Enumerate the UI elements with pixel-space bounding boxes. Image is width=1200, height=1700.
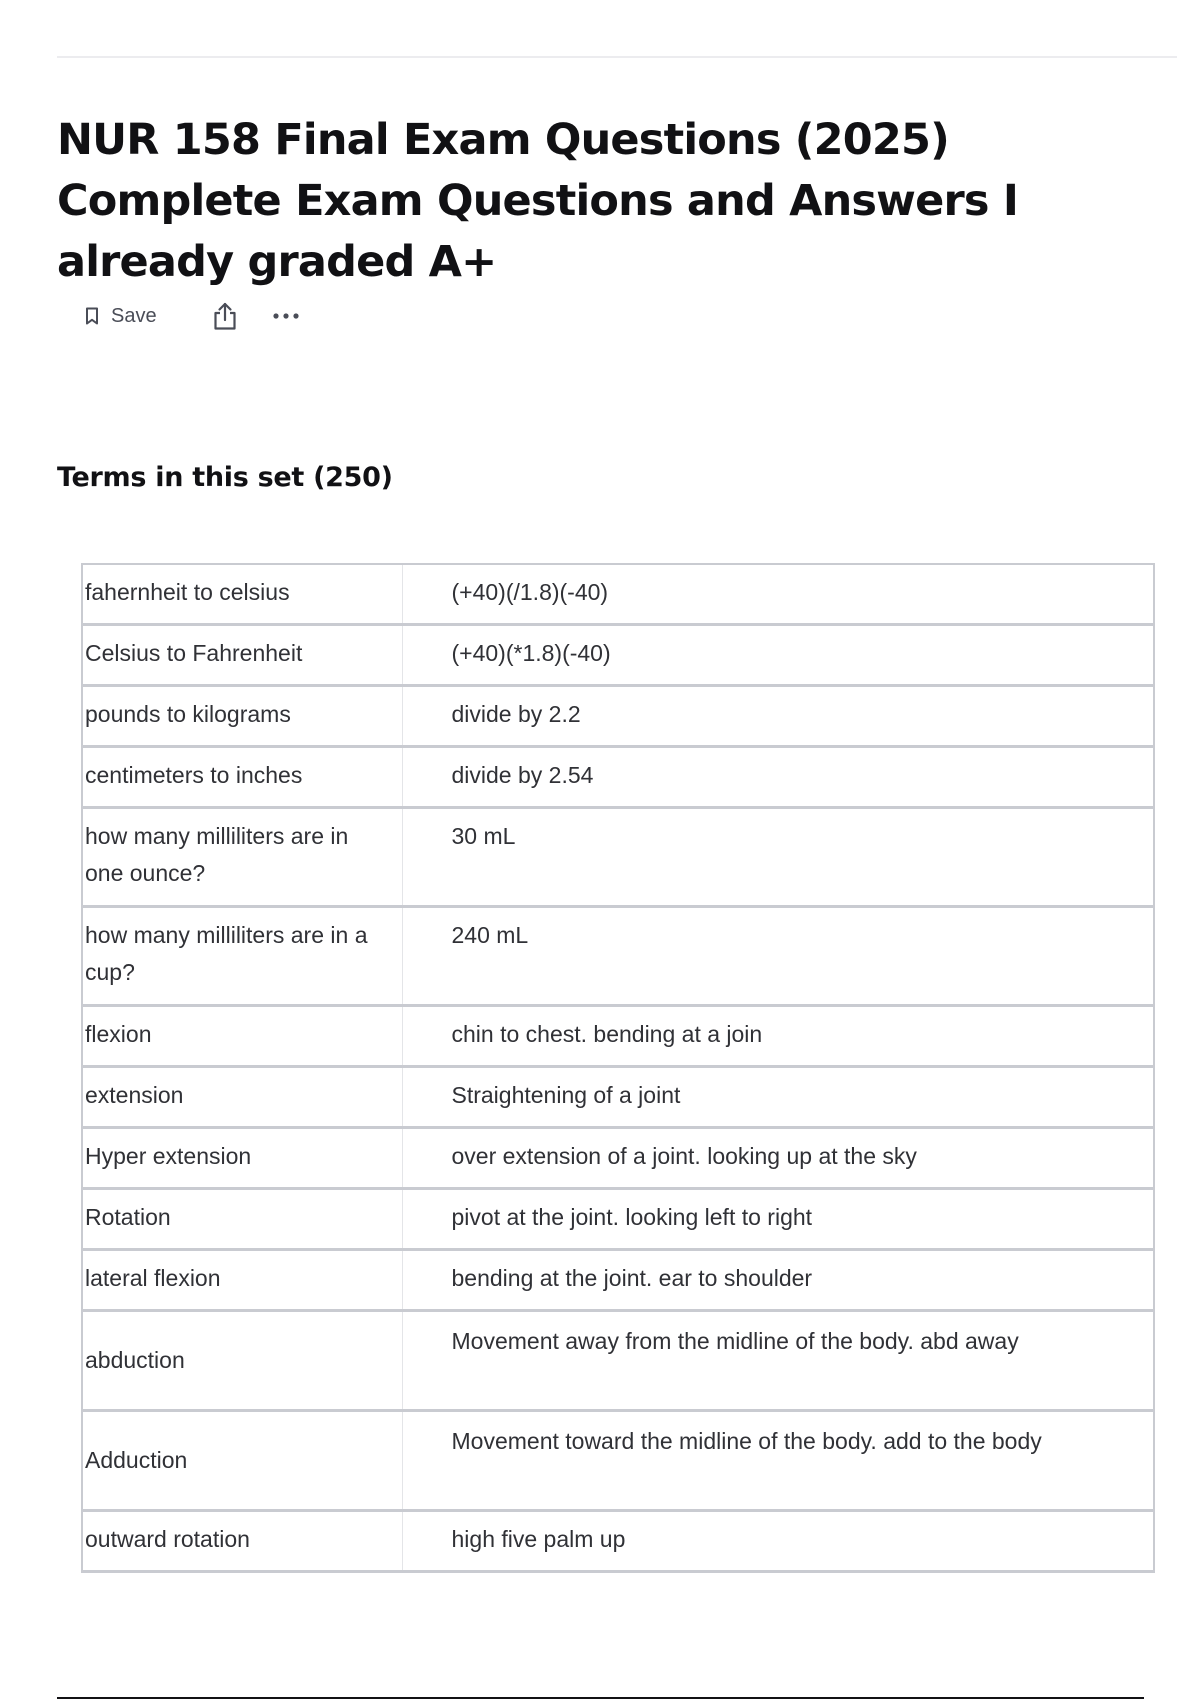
term-cell: lateral flexion (82, 1250, 402, 1311)
definition-cell: divide by 2.54 (451, 762, 594, 788)
definition-cell: bending at the joint. ear to shoulder (451, 1265, 813, 1291)
definition-cell: Movement toward the midline of the body. add to the body (451, 1428, 1042, 1454)
term-cell: how many milliliters are in one ounce? (82, 808, 402, 907)
share-icon (212, 301, 238, 331)
bookmark-icon (85, 307, 99, 325)
definition-cell: (+40)(*1.8)(-40) (451, 640, 611, 666)
term-row (82, 564, 1154, 625)
definition-cell: Straightening of a joint (451, 1082, 681, 1108)
term-row (82, 1189, 1154, 1250)
definition-cell: (+40)(/1.8)(-40) (451, 579, 609, 605)
term-row (82, 1411, 1154, 1511)
term-cell: outward rotation (82, 1511, 402, 1572)
definition-cell: high five palm up (451, 1526, 626, 1552)
top-divider (57, 56, 1177, 58)
page-title: NUR 158 Final Exam Questions (2025) Complete Exam Questions and Answers I already graded A+ (57, 115, 1019, 287)
definition-cell: Movement away from the midline of the body. abd away (451, 1328, 1019, 1354)
term-cell: flexion (82, 1006, 402, 1067)
definition-cell: pivot at the joint. looking left to right (451, 1204, 813, 1230)
terms-heading: Terms in this set (250) (57, 462, 393, 493)
term-row (82, 1128, 1154, 1189)
more-options-button[interactable] (272, 312, 300, 320)
definition-cell: 240 mL (451, 922, 529, 948)
term-cell: Celsius to Fahrenheit (82, 625, 402, 686)
definition-cell: 30 mL (451, 823, 516, 849)
term-cell: Hyper extension (82, 1128, 402, 1189)
more-icon (272, 312, 300, 320)
term-row (82, 686, 1154, 747)
term-row (82, 1006, 1154, 1067)
term-row (82, 1067, 1154, 1128)
term-cell: extension (82, 1067, 402, 1128)
term-row (82, 808, 1154, 907)
terms-table (81, 563, 1155, 1573)
term-row (82, 747, 1154, 808)
term-cell: abduction (82, 1311, 402, 1411)
action-bar (85, 296, 300, 336)
term-cell: pounds to kilograms (82, 686, 402, 747)
term-cell: Adduction (82, 1411, 402, 1511)
save-label: Save (111, 304, 157, 327)
term-row (82, 1311, 1154, 1411)
term-cell: fahernheit to celsius (82, 564, 402, 625)
bottom-divider (57, 1697, 1144, 1699)
definition-cell: over extension of a joint. looking up at the sky (451, 1143, 917, 1169)
definition-cell: chin to chest. bending at a join (451, 1021, 763, 1047)
term-cell: Rotation (82, 1189, 402, 1250)
term-row (82, 1250, 1154, 1311)
term-row (82, 625, 1154, 686)
term-cell: centimeters to inches (82, 747, 402, 808)
save-button[interactable] (85, 305, 157, 328)
definition-cell: divide by 2.2 (451, 701, 581, 727)
term-row (82, 1511, 1154, 1572)
term-cell: how many milliliters are in a cup? (82, 907, 402, 1006)
term-row (82, 907, 1154, 1006)
share-button[interactable] (212, 301, 238, 331)
